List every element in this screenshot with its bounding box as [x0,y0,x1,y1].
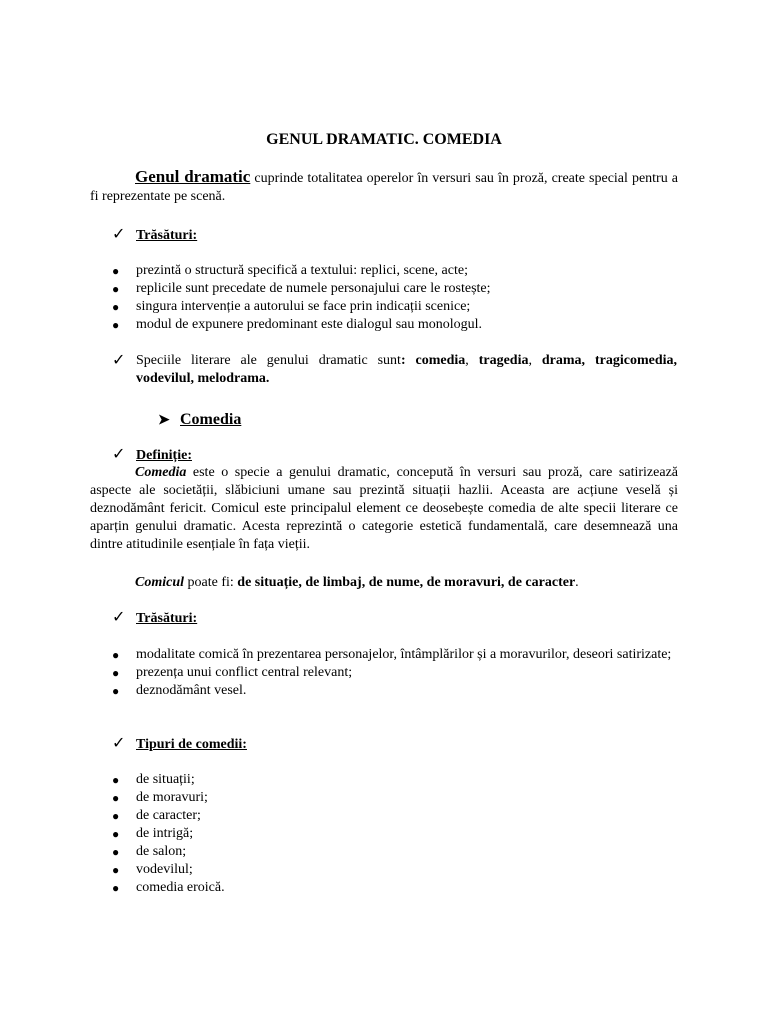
list-item: ● modalitate comică în prezentarea personajelor, întâmplărilor și a moravurilor, deseori satirizate; [112,647,672,662]
bullet-icon: ● [112,791,120,805]
types-heading [112,735,678,754]
traits-heading [112,226,678,245]
traits-heading-label: Trăsături: [136,228,198,243]
list-item: ● deznodământ vesel. [112,683,247,698]
list-item: ● replicile sunt precedate de numele personajului care le rostește; [112,281,491,296]
check-icon: ✓ [112,226,126,243]
species-paragraph [112,352,678,388]
bullet-icon: ● [112,282,120,296]
definition-heading-label: Definiție: [136,448,192,463]
definition-paragraph [90,464,678,554]
arrow-right-icon: ➤ [158,413,170,428]
comedy-traits-list [90,646,678,700]
bullet-icon: ● [112,318,120,332]
document-page [90,0,678,1024]
definition-text: este o specie a genului dramatic, concepută în versuri sau proză, care satirizează aspecte ale societății, slăbiciuni umane sau prezintă situații hazlii. Aceasta are acțiune veselă și deznodământ fericit. Comicul este principalul element ce deosebește comedia de alte specii literare ce aparțin genului dramatic. Acesta reprezintă o categorie estetică fundamentală, care desemnează una dintre atitudinile esențiale în fața vieții. [90,465,678,552]
bullet-icon: ● [112,648,120,662]
comedy-heading-label: Comedia [180,411,242,428]
list-item: ● singura intervenție a autorului se face prin indicații scenice; [112,299,471,314]
types-list [90,771,678,897]
list-item: ● de caracter; [112,808,201,823]
comedy-traits-heading-label: Trăsături: [136,611,198,626]
page-title: GENUL DRAMATIC. COMEDIA [266,131,502,148]
comic-types: de situație, de limbaj, de nume, de moravuri, de caracter [237,575,576,590]
bullet-icon: ● [112,264,120,278]
definition-term: Comedia [135,465,187,480]
bullet-icon: ● [112,881,120,895]
intro-text: cuprinde totalitatea operelor în versuri sau în proză, create special pentru a fi reprezentate pe scenă. [90,171,678,204]
check-icon: ✓ [112,352,126,369]
list-item: ● comedia eroică. [112,880,225,895]
bullet-icon: ● [112,684,120,698]
intro-paragraph [90,168,678,206]
list-item: ● de moravuri; [112,790,208,805]
list-item: ● de situații; [112,772,195,787]
traits-list [90,262,678,334]
bullet-icon: ● [112,809,120,823]
check-icon: ✓ [112,609,126,626]
bullet-icon: ● [112,300,120,314]
bullet-icon: ● [112,666,120,680]
list-item: ● vodevilul; [112,862,193,877]
comic-term: Comicul [135,575,185,590]
list-item: ● de salon; [112,844,187,859]
types-heading-label: Tipuri de comedii: [136,737,247,752]
list-item: ● modul de expunere predominant este dialogul sau monologul. [112,317,483,332]
list-item: ● prezintă o structură specifică a textului: replici, scene, acte; [112,263,468,278]
bullet-icon: ● [112,845,120,859]
species-text: Speciile literare ale genului dramatic sunt: comedia, tragedia, drama, tragicomedia, vodevilul, melodrama. [136,353,677,386]
check-icon: ✓ [112,735,126,752]
comic-paragraph: Comicul poate fi: de situație, de limbaj, de nume, de moravuri, de caracter. [135,575,579,590]
comedy-heading [158,410,241,431]
list-item: ● prezența unui conflict central relevant; [112,665,353,680]
definition-heading [112,446,678,465]
bullet-icon: ● [112,863,120,877]
bullet-icon: ● [112,773,120,787]
check-icon: ✓ [112,446,126,463]
bullet-icon: ● [112,827,120,841]
intro-lead-term: Genul dramatic [135,167,251,186]
list-item: ● de intrigă; [112,826,194,841]
comedy-traits-heading [112,609,678,628]
